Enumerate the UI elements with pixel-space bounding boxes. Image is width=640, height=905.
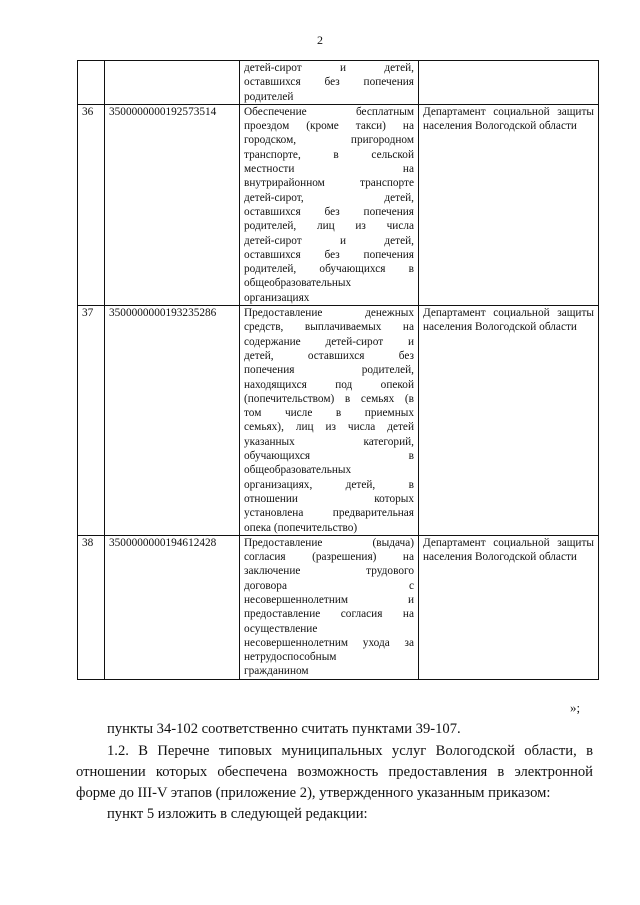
service-name — [240, 535, 419, 679]
service-name-line: обучающихся в — [244, 450, 414, 463]
paragraph-item-5: пункт 5 изложить в следующей редакции: — [107, 806, 368, 822]
department — [419, 306, 599, 536]
department — [419, 535, 599, 679]
service-name-line: транспорте, в сельской — [244, 148, 414, 161]
service-name-line: детей-сирот, детей, — [244, 191, 414, 204]
service-name-line: опека (попечительство) — [244, 521, 358, 534]
service-name-line: городском, пригородном — [244, 134, 414, 147]
service-name-line: оставшихся без попечения — [244, 76, 414, 89]
service-name-line: детей-сирот и детей, — [244, 234, 414, 247]
table-row — [78, 104, 599, 305]
service-name-line: оставшихся без попечения — [244, 248, 414, 261]
service-name-line: предоставление согласия на — [244, 608, 414, 621]
service-name-line: нетрудоспособным — [244, 651, 337, 664]
service-name-line: средств, выплачиваемых на — [244, 321, 414, 334]
service-name-line: Предоставление денежных — [244, 307, 414, 320]
service-code: 3500000000192573514 — [105, 104, 240, 305]
row-number: 37 — [78, 306, 105, 536]
service-name-line: родителей, обучающихся в — [244, 263, 414, 276]
service-name-line: указанных категорий, — [244, 435, 414, 448]
services-table — [77, 60, 599, 680]
department-text: Департамент социальной защиты населения Вологодской области — [423, 105, 594, 133]
table-row — [78, 535, 599, 679]
closing-quote: »; — [570, 700, 581, 715]
service-name-line: Предоставление (выдача) — [244, 536, 414, 549]
paragraph-renumbering: пункты 34-102 соответственно считать пунктами 39-107. — [107, 721, 461, 737]
service-name-line: заключение трудового — [244, 565, 414, 578]
service-name-line: родителей — [244, 90, 294, 103]
service-name-line: общеобразовательных — [244, 277, 352, 290]
service-name-line: согласия (разрешения) на — [244, 551, 414, 564]
service-name-line: попечения родителей, — [244, 364, 414, 377]
service-name-line: проездом (кроме такси) на — [244, 120, 414, 133]
row-number: 36 — [78, 104, 105, 305]
service-name-line: общеобразовательных — [244, 464, 352, 477]
department — [419, 61, 599, 105]
service-name-line: (попечительством) в семьях (в — [244, 392, 414, 405]
service-name — [240, 306, 419, 536]
service-name-line: организациях, детей, в — [244, 478, 414, 491]
service-name-line: оставшихся без попечения — [244, 205, 414, 218]
service-name-line: договора с — [244, 579, 414, 592]
paragraph-amendment: 1.2. В Перечне типовых муниципальных услуг Вологодской области, в отношении которых обеспечена возможность предоставления в электронной форме до III-V этапов (приложение 2), утвержденного указанным приказом: — [76, 743, 593, 801]
department — [419, 104, 599, 305]
service-name-line: несовершеннолетним ухода за — [244, 636, 414, 649]
service-name-line: семьях), лиц из числа детей — [244, 421, 414, 434]
service-name-line: несовершеннолетним и — [244, 593, 414, 606]
service-name-line: местности на — [244, 163, 414, 176]
service-name — [240, 104, 419, 305]
service-name-line: том числе в приемных — [244, 407, 414, 420]
service-name — [240, 61, 419, 105]
service-name-line: отношении которых — [244, 492, 414, 505]
row-number: 38 — [78, 535, 105, 679]
service-name-line: внутрирайонном транспорте — [244, 177, 414, 190]
service-name-line: детей, оставшихся без — [244, 349, 414, 362]
service-name-line: организациях — [244, 291, 310, 304]
service-name-line: установлена предварительная — [244, 507, 414, 520]
row-number — [78, 61, 105, 105]
service-code: 3500000000194612428 — [105, 535, 240, 679]
service-name-line: осуществление — [244, 622, 318, 635]
service-name-line: гражданином — [244, 665, 309, 678]
service-name-line: родителей, лиц из числа — [244, 220, 414, 233]
department-text: Департамент социальной защиты населения Вологодской области — [423, 536, 594, 564]
service-code — [105, 61, 240, 105]
service-name-line: находящихся под опекой — [244, 378, 414, 391]
page-number: 2 — [317, 33, 323, 47]
service-name-line: содержание детей-сирот и — [244, 335, 414, 348]
service-name-line: детей-сирот и детей, — [244, 62, 414, 74]
department-text: Департамент социальной защиты населения Вологодской области — [423, 307, 594, 334]
service-name-line: Обеспечение бесплатным — [244, 105, 414, 118]
table-row — [78, 306, 599, 536]
table-row — [78, 61, 599, 105]
service-code: 3500000000193235286 — [105, 306, 240, 536]
